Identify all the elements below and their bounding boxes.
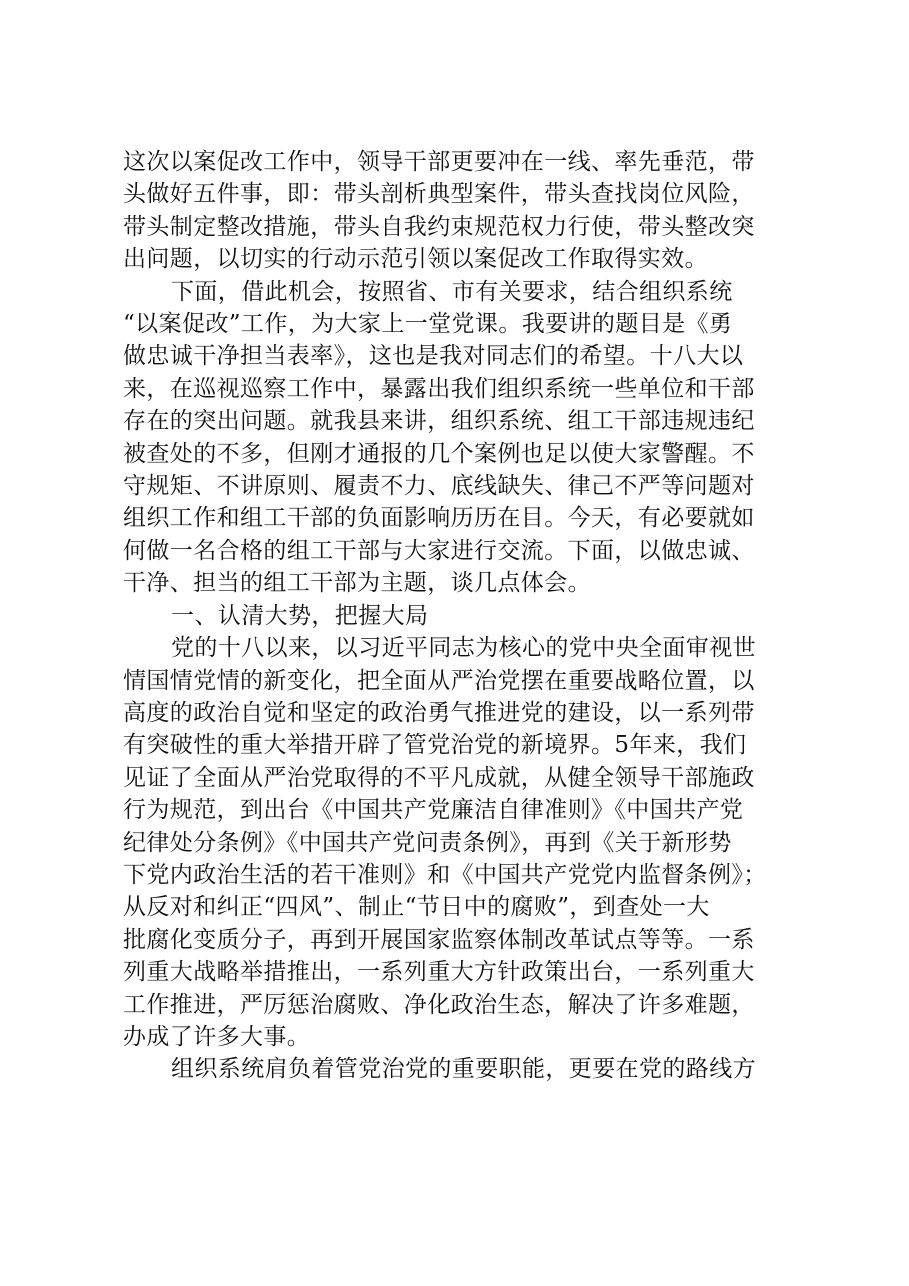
text-line: 带头制定整改措施，带头自我约束规范权力行使，带头整改突 — [123, 213, 755, 240]
text-line: 办成了许多大事。 — [123, 1023, 311, 1050]
paragraph-strict-party-governance — [123, 632, 795, 1053]
text-line: 情国情党情的新变化，把全面从严治党摆在重要战略位置，以 — [123, 667, 755, 694]
text-line: 列重大战略举措推出，一系列重大方针政策出台，一系列重大 — [123, 959, 755, 986]
text-line: 党的十八以来，以习近平同志为核心的党中央全面审视世 — [171, 635, 756, 662]
text-line: 这次以案促改工作中，领导干部更要冲在一线、率先垂范，带 — [123, 149, 755, 175]
text-line: 组织系统肩负着管党治党的重要职能，更要在党的路线方 — [171, 1056, 756, 1083]
text-line: 有突破性的重大举措开辟了管党治党的新境界。5年来，我们 — [123, 732, 747, 759]
paragraph-party-lecture-intro — [123, 276, 795, 600]
text-line: 出问题，以切实的行动示范引领以案促改工作取得实效。 — [123, 246, 708, 273]
text-line: 头做好五件事，即：带头剖析典型案件，带头查找岗位风险， — [123, 181, 755, 208]
text-line: 做忠诚干净担当表率》，这也是我对同志们的希望。十八大以 — [123, 343, 744, 370]
text-line: 被查处的不多，但刚才通报的几个案例也足以使大家警醒。不 — [123, 440, 755, 467]
text-line: 组织工作和组工干部的负面影响历历在目。今天，有必要就如 — [123, 505, 755, 532]
text-line: 何做一名合格的组工干部与大家进行交流。下面，以做忠诚、 — [123, 537, 755, 564]
text-line: 工作推进，严厉惩治腐败、净化政治生态，解决了许多难题， — [123, 991, 755, 1018]
text-line: “以案促改”工作，为大家上一堂党课。我要讲的题目是《勇 — [123, 311, 733, 338]
text-line: 下党内政治生活的若干准则》和《中国共产党党内监督条例》； — [123, 861, 767, 888]
section-heading-text: 一、认清大势，把握大局 — [171, 602, 429, 629]
text-line: 下面，借此机会，按照省、市有关要求，结合组织系统 — [171, 278, 733, 305]
text-line: 从反对和纠正“四风”、制止“节日中的腐败”，到查处一大 — [123, 894, 710, 921]
paragraph-leadership-five-tasks — [123, 146, 795, 276]
text-line: 干净、担当的组工干部为主题，谈几点体会。 — [123, 570, 591, 597]
document-body — [123, 146, 795, 1086]
section-heading-1 — [123, 600, 795, 632]
text-line: 行为规范，到出台《中国共产党廉洁自律准则》《中国共产党 — [123, 797, 744, 824]
paragraph-organization-system — [123, 1053, 795, 1085]
text-line: 纪律处分条例》《中国共产党问责条例》，再到《关于新形势 — [123, 829, 732, 856]
text-line: 见证了全面从严治党取得的不平凡成就，从健全领导干部施政 — [123, 764, 755, 791]
text-line: 来，在巡视巡察工作中，暴露出我们组织系统一些单位和干部 — [123, 375, 755, 402]
text-line: 守规矩、不讲原则、履责不力、底线缺失、律己不严等问题对 — [123, 473, 755, 500]
text-line: 存在的突出问题。就我县来讲，组织系统、组工干部违规违纪 — [123, 408, 755, 435]
text-line: 批腐化变质分子，再到开展国家监察体制改革试点等等。一系 — [123, 926, 755, 953]
text-line: 高度的政治自觉和坚定的政治勇气推进党的建设，以一系列带 — [123, 699, 755, 726]
